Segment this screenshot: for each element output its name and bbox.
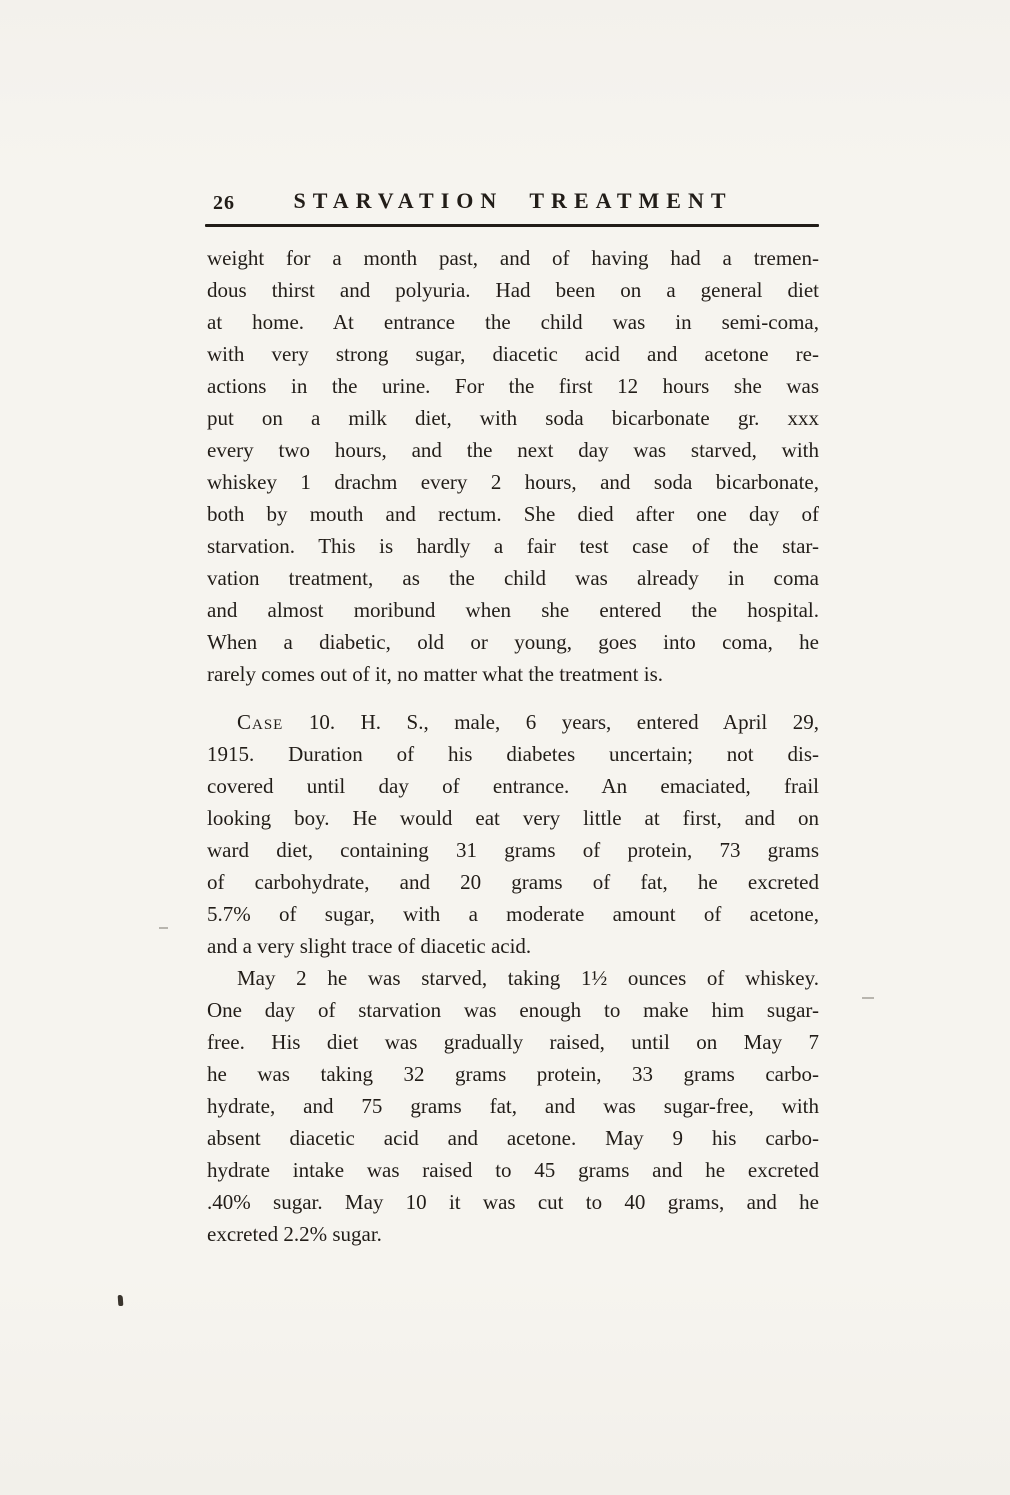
page-header	[207, 188, 819, 218]
text-line: looking boy. He would eat very little at first, and on	[207, 806, 819, 830]
text-line: ward diet, containing 31 grams of protein, 73 grams	[207, 838, 819, 862]
text-line: .40% sugar. May 10 it was cut to 40 grams, and he	[207, 1190, 819, 1214]
text-line: starvation. This is hardly a fair test case of the star-	[207, 534, 819, 558]
paragraph	[207, 962, 819, 1250]
text-line: actions in the urine. For the first 12 hours she was	[207, 374, 819, 398]
text-line: put on a milk diet, with soda bicarbonate gr. xxx	[207, 406, 819, 430]
page-number: 26	[213, 192, 235, 214]
text-line: free. His diet was gradually raised, until on May 7	[207, 1030, 819, 1054]
text-line: covered until day of entrance. An emaciated, frail	[207, 774, 819, 798]
text-line: both by mouth and rectum. She died after one day of	[207, 502, 819, 526]
margin-artifact-left	[159, 927, 168, 929]
ink-mark	[118, 1295, 124, 1306]
text-line: hydrate, and 75 grams fat, and was sugar-free, with	[207, 1094, 819, 1118]
text-line: at home. At entrance the child was in semi-coma,	[207, 310, 819, 334]
text-line: and almost moribund when she entered the hospital.	[207, 598, 819, 622]
text-line: and a very slight trace of diacetic acid.	[207, 934, 532, 958]
text-line: When a diabetic, old or young, goes into coma, he	[207, 630, 819, 654]
text-line: excreted 2.2% sugar.	[207, 1222, 382, 1246]
text-line: of carbohydrate, and 20 grams of fat, he excreted	[207, 870, 819, 894]
text-line: vation treatment, as the child was already in coma	[207, 566, 819, 590]
text-line: every two hours, and the next day was starved, with	[207, 438, 819, 462]
text-line: Case 10. H. S., male, 6 years, entered April 29,	[237, 710, 819, 734]
text-line: One day of starvation was enough to make him sugar-	[207, 998, 819, 1022]
text-line: weight for a month past, and of having had a tremen-	[207, 246, 819, 270]
text-line: May 2 he was starved, taking 1½ ounces of whiskey.	[237, 966, 819, 990]
running-title: STARVATION TREATMENT	[293, 188, 733, 213]
text-line: whiskey 1 drachm every 2 hours, and soda bicarbonate,	[207, 470, 819, 494]
text-line: rarely comes out of it, no matter what the treatment is.	[207, 662, 664, 686]
text-line: absent diacetic acid and acetone. May 9 his carbo-	[207, 1126, 819, 1150]
header-rule	[205, 224, 819, 227]
text-line: he was taking 32 grams protein, 33 grams carbo-	[207, 1062, 819, 1086]
text-block	[207, 242, 819, 1250]
paragraph	[207, 706, 819, 962]
paragraph	[207, 242, 819, 690]
text-line: 5.7% of sugar, with a moderate amount of acetone,	[207, 902, 819, 926]
text-line: with very strong sugar, diacetic acid and acetone re-	[207, 342, 819, 366]
text-line: hydrate intake was raised to 45 grams and he excreted	[207, 1158, 819, 1182]
text-line: 1915. Duration of his diabetes uncertain; not dis-	[207, 742, 819, 766]
case-label: Case	[237, 710, 284, 734]
text-line: dous thirst and polyuria. Had been on a general diet	[207, 278, 819, 302]
margin-artifact-right	[862, 997, 874, 999]
